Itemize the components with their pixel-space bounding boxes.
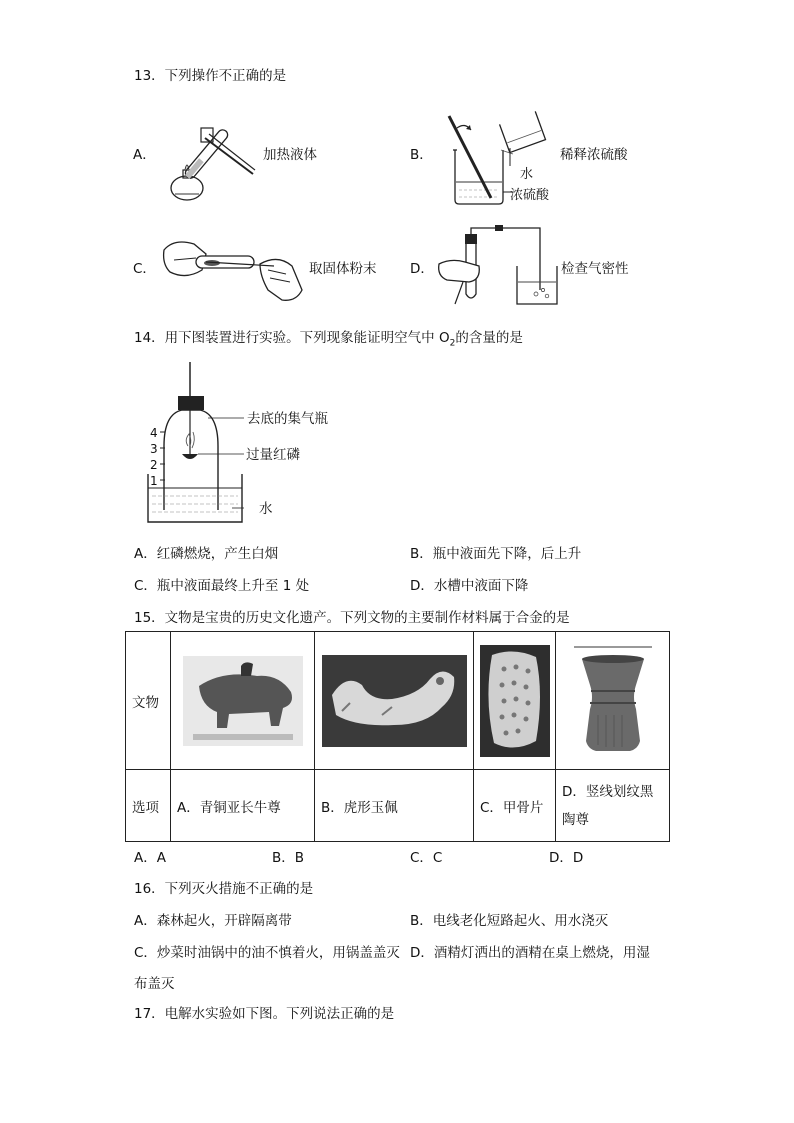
oxygen-content-apparatus	[146, 362, 246, 524]
airtightness-figure	[435, 224, 560, 306]
q16-option-b[interactable]: B．电线老化短路起火、用水浇灭	[410, 913, 609, 929]
scale-mark-2: 2	[150, 458, 158, 472]
bottle-label: 去底的集气瓶	[247, 411, 328, 427]
scale-mark-4: 4	[150, 426, 158, 440]
oracle-bone-image	[480, 645, 550, 757]
q17-stem: 17．电解水实验如下图。下列说法正确的是	[134, 1006, 395, 1022]
q13-option-b-label: 稀释浓硫酸	[560, 147, 628, 163]
water-label: 水	[259, 501, 273, 517]
heating-liquid-figure	[165, 108, 260, 203]
q15-answer-b[interactable]: B．B	[272, 850, 305, 866]
q16-stem: 16．下列灭火措施不正确的是	[134, 881, 314, 897]
q13-option-a-label: 加热液体	[263, 147, 317, 163]
black-pottery-image	[574, 645, 652, 757]
relic-option-d[interactable]: D．竖线划纹黑 陶尊	[556, 770, 670, 842]
solid-powder-figure	[160, 230, 308, 306]
q15-answer-a[interactable]: A．A	[134, 850, 166, 866]
q13-b-acid-label: 浓硫酸	[510, 188, 550, 203]
tiger-jade-image	[322, 655, 467, 747]
q13-option-c-letter[interactable]: C．	[133, 261, 156, 277]
q13-option-d-letter[interactable]: D．	[410, 261, 434, 277]
q13-b-water-label: 水	[520, 167, 534, 182]
relic-table	[125, 631, 670, 842]
relic-image-bronze-ox	[171, 632, 315, 770]
relic-image-black-pottery	[556, 632, 670, 770]
q16-option-a[interactable]: A．森林起火，开辟隔离带	[134, 913, 292, 929]
relic-row-label: 文物	[126, 632, 171, 770]
q13-option-c-label: 取固体粉末	[309, 261, 377, 277]
q14-stem: 14．用下图装置进行实验。下列现象能证明空气中 $O_2$的含量的是	[134, 330, 523, 349]
red-phosphorus-label: 过量红磷	[246, 447, 300, 463]
relic-option-c[interactable]: C．甲骨片	[474, 770, 556, 842]
q16-option-d[interactable]: D．酒精灯洒出的酒精在桌上燃烧，用湿	[410, 945, 650, 961]
scale-mark-1: 1	[150, 474, 158, 488]
relic-option-a[interactable]: A．青铜亚长牛尊	[171, 770, 315, 842]
relic-image-oracle-bone	[474, 632, 556, 770]
scale-mark-3: 3	[150, 442, 158, 456]
q14-option-d[interactable]: D．水槽中液面下降	[410, 578, 529, 594]
q13-stem: 13．下列操作不正确的是	[134, 68, 287, 84]
bronze-ox-image	[183, 656, 303, 746]
q15-answer-c[interactable]: C．C	[410, 850, 443, 866]
q13-option-d-label: 检查气密性	[561, 261, 629, 277]
q14-option-a[interactable]: A．红磷燃烧，产生白烟	[134, 546, 279, 562]
q13-option-a-letter[interactable]: A．	[133, 147, 156, 163]
option-row-label: 选项	[126, 770, 171, 842]
q15-answer-d[interactable]: D．D	[549, 850, 584, 866]
q16-option-d-continued: 布盖灭	[134, 976, 175, 992]
q14-option-c[interactable]: C．瓶中液面最终上升至 1 处	[134, 578, 310, 594]
q16-option-c[interactable]: C．炒菜时油锅中的油不慎着火，用锅盖盖灭	[134, 945, 400, 961]
q13-option-b-letter[interactable]: B．	[410, 147, 433, 163]
q15-stem: 15．文物是宝贵的历史文化遗产。下列文物的主要制作材料属于合金的是	[134, 610, 570, 626]
relic-option-b[interactable]: B．虎形玉佩	[315, 770, 474, 842]
relic-image-tiger-jade	[315, 632, 474, 770]
q14-option-b[interactable]: B．瓶中液面先下降，后上升	[410, 546, 582, 562]
